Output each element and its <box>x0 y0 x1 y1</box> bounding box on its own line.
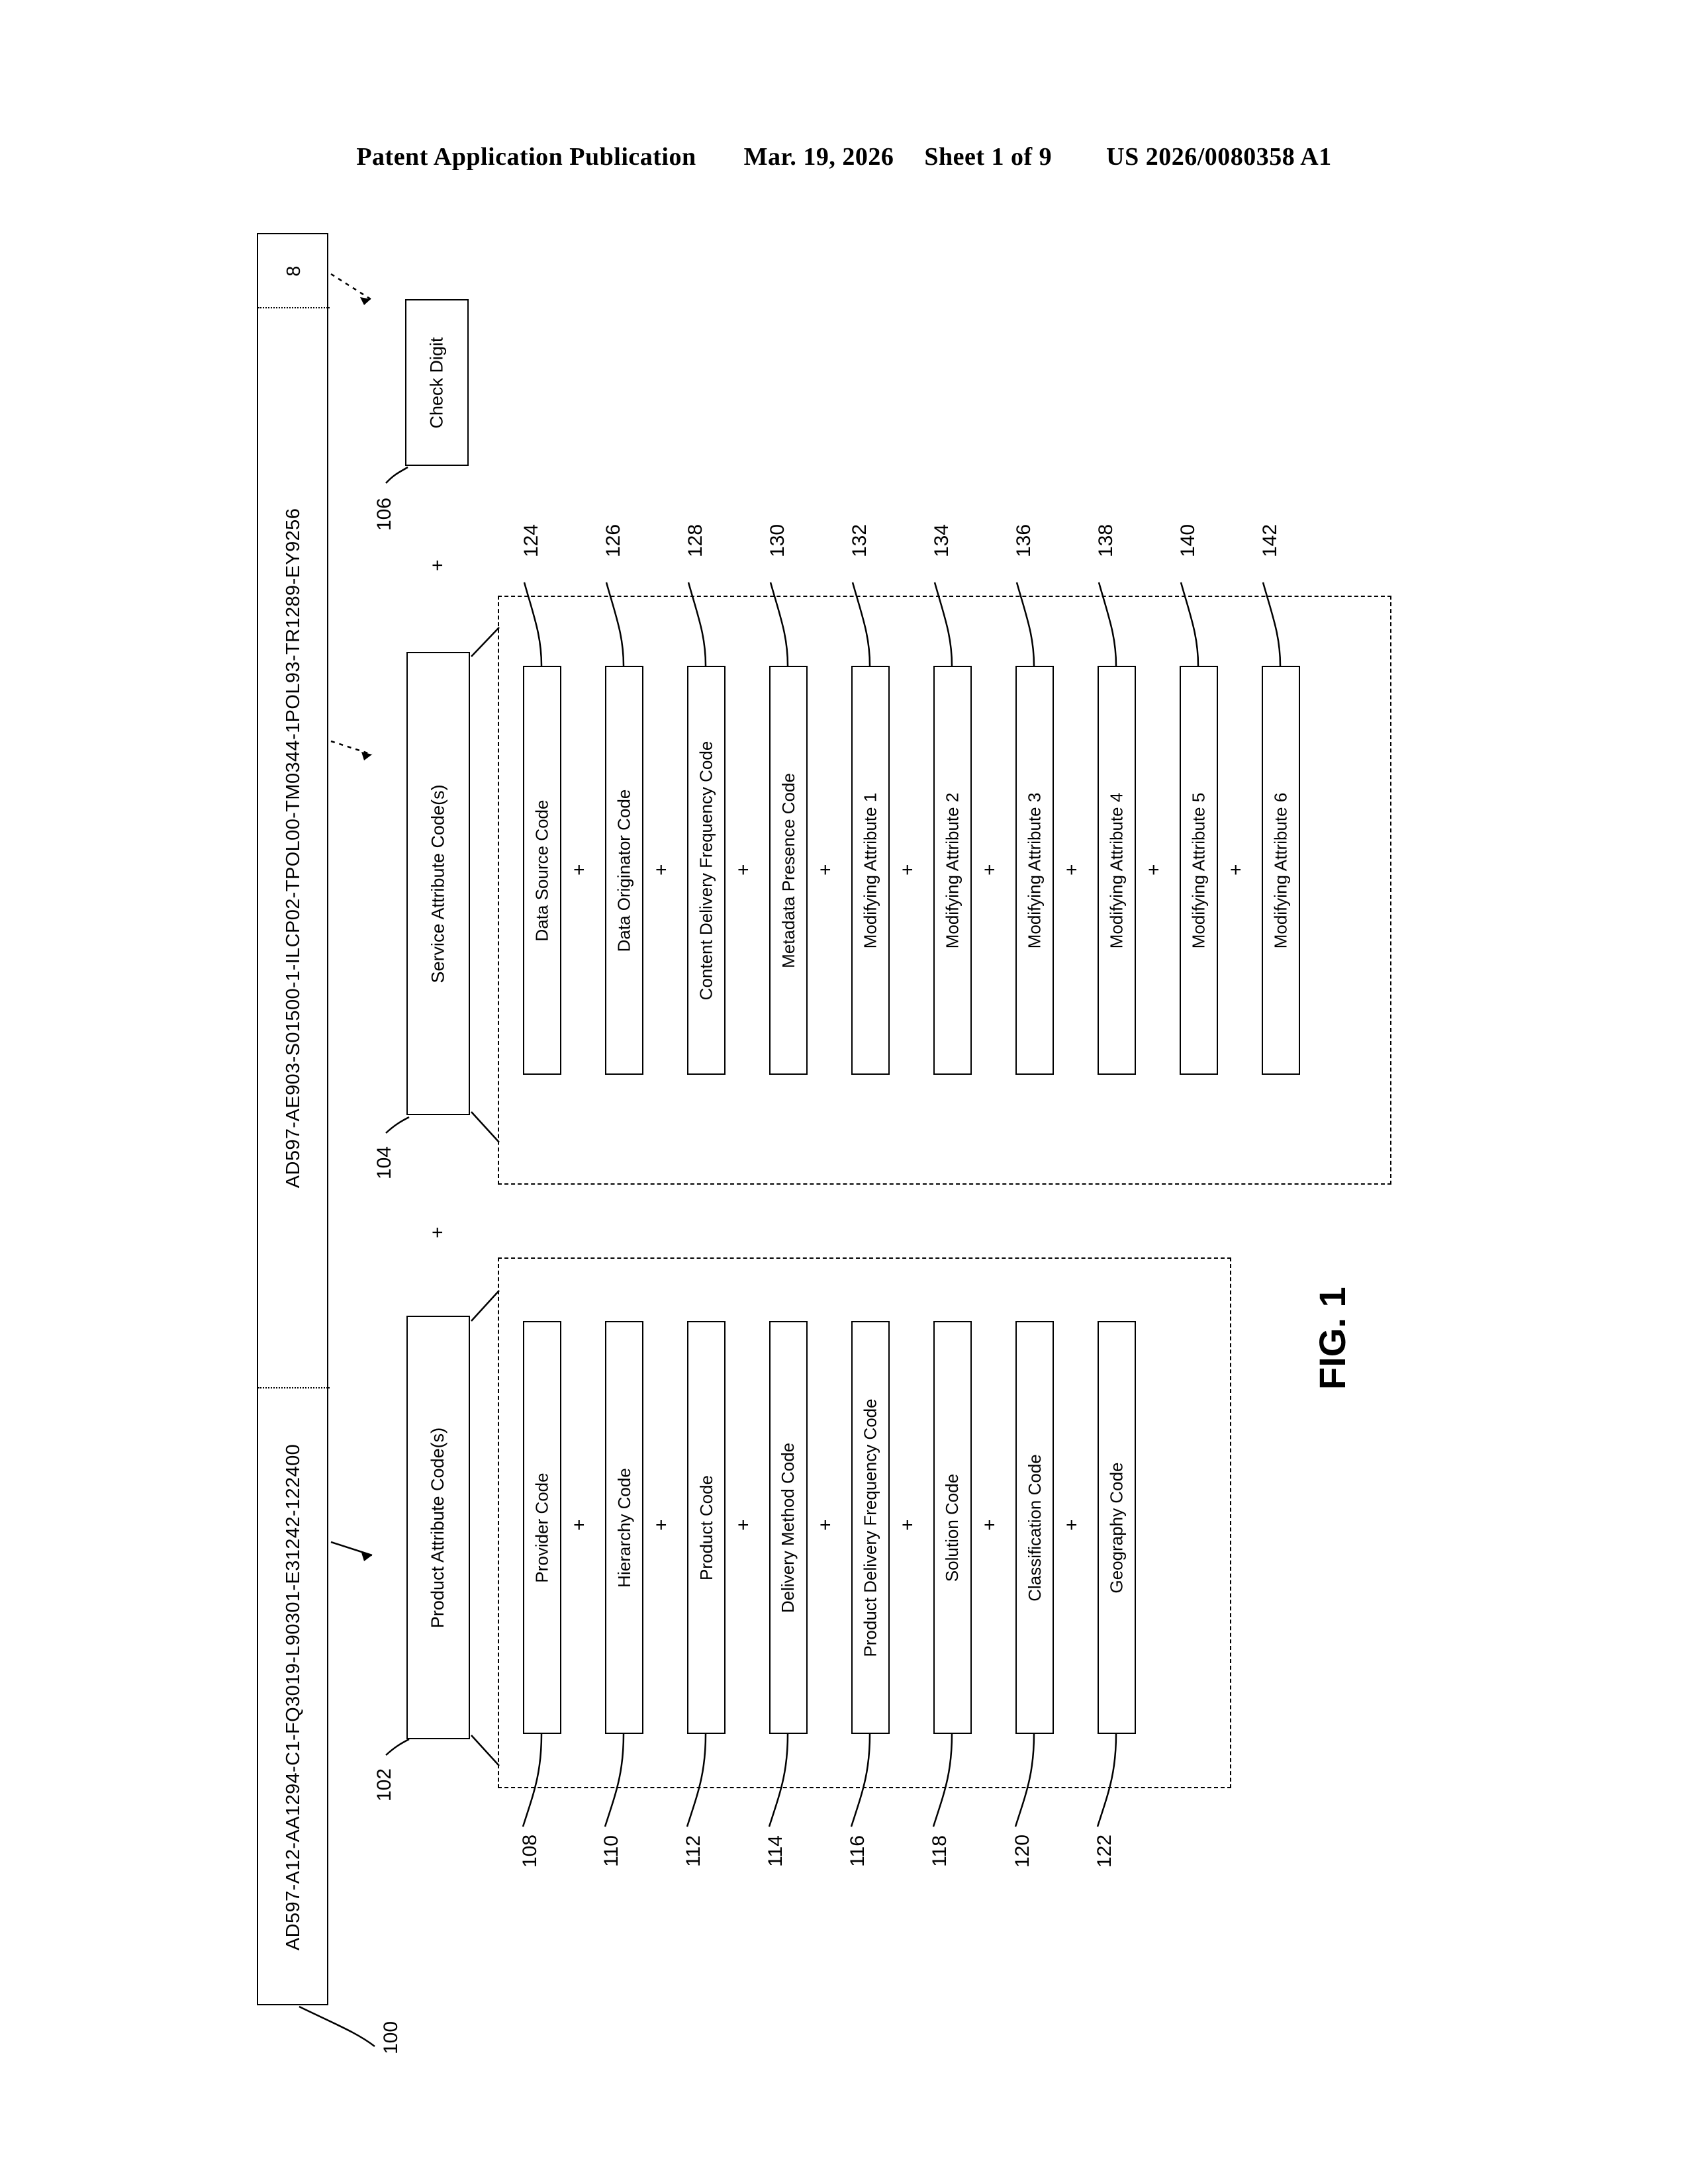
plus-product-0: + <box>573 1514 585 1536</box>
refnum-130-text: 130 <box>767 523 789 558</box>
product-child-label-0: Provider Code <box>532 1472 552 1583</box>
service-child-box-2 <box>687 666 726 1075</box>
service-child-label-7: Modifying Attribute 4 <box>1106 792 1127 948</box>
refnum-130 <box>761 523 794 558</box>
plus-service-3: + <box>820 859 831 881</box>
plus-product-4: + <box>902 1514 914 1536</box>
refnum-136 <box>1008 523 1041 558</box>
service-child-label-2: Content Delivery Frequency Code <box>696 741 716 1000</box>
refnum-118 <box>924 1835 956 1867</box>
service-child-label-1: Data Originator Code <box>614 789 634 952</box>
service-child-box-8 <box>1180 666 1218 1075</box>
plus-service-7: + <box>1148 859 1160 881</box>
refnum-126 <box>597 523 630 558</box>
refnum-142-text: 142 <box>1259 523 1282 558</box>
service-child-label-6: Modifying Attribute 3 <box>1024 792 1045 948</box>
service-child-box-1 <box>605 666 643 1075</box>
plus-product-2: + <box>737 1514 749 1536</box>
code-segment-product-text: AD597-A12-AA1294-C1-FQ3019-L90301-E31242-122400 <box>283 1443 305 1950</box>
plus-product-6: + <box>1066 1514 1078 1536</box>
plus-service-0: + <box>573 859 585 881</box>
refnum-118-text: 118 <box>928 1835 951 1867</box>
product-child-box-6 <box>1015 1321 1054 1734</box>
refnum-134-text: 134 <box>931 523 953 558</box>
service-child-box-9 <box>1262 666 1300 1075</box>
refnum-104-text: 104 <box>373 1146 396 1180</box>
refnum-124-text: 124 <box>520 523 543 558</box>
code-segment-check-digit-text: 8 <box>283 265 305 277</box>
check-digit-label: Check Digit <box>426 336 447 429</box>
product-child-label-3: Delivery Method Code <box>778 1442 798 1613</box>
service-child-label-3: Metadata Presence Code <box>778 772 798 968</box>
service-attribute-parent-label: Service Attribute Code(s) <box>428 784 448 983</box>
plus-service-8: + <box>1230 859 1242 881</box>
refnum-116-text: 116 <box>846 1835 868 1867</box>
refnum-122-text: 122 <box>1094 1834 1116 1868</box>
plus-service-4: + <box>902 859 914 881</box>
service-child-box-6 <box>1015 666 1054 1075</box>
header-date: Mar. 19, 2026 <box>743 143 894 171</box>
service-child-label-8: Modifying Attribute 5 <box>1188 792 1209 948</box>
refnum-110-text: 110 <box>600 1835 622 1867</box>
plus-service-6: + <box>1066 859 1078 881</box>
plus-service-product: + <box>432 1222 444 1244</box>
refnum-108-text: 108 <box>519 1834 541 1868</box>
code-segment-service <box>258 308 330 1388</box>
service-child-box-5 <box>933 666 972 1075</box>
refnum-114 <box>760 1835 792 1867</box>
product-child-box-4 <box>851 1321 890 1734</box>
refnum-140-text: 140 <box>1177 523 1199 558</box>
code-segment-check-digit <box>258 234 330 308</box>
check-digit-box <box>405 299 469 466</box>
plus-product-3: + <box>820 1514 831 1536</box>
product-child-box-3 <box>769 1321 808 1734</box>
service-attribute-parent-box <box>406 652 470 1115</box>
plus-service-2: + <box>737 859 749 881</box>
service-child-box-3 <box>769 666 808 1075</box>
refnum-112-text: 112 <box>682 1835 704 1867</box>
refnum-122 <box>1088 1834 1121 1868</box>
product-attribute-parent-label: Product Attribute Code(s) <box>428 1427 448 1628</box>
refnum-112 <box>678 1835 710 1867</box>
figure-label: FIG. 1 <box>1311 1287 1353 1390</box>
refnum-100-text: 100 <box>380 2021 402 2055</box>
service-child-label-4: Modifying Attribute 1 <box>860 792 880 948</box>
product-child-label-2: Product Code <box>696 1475 716 1580</box>
refnum-124 <box>515 523 548 558</box>
refnum-126-text: 126 <box>602 523 625 558</box>
product-child-box-5 <box>933 1321 972 1734</box>
refnum-102-text: 102 <box>373 1768 396 1802</box>
plus-product-5: + <box>984 1514 996 1536</box>
refnum-128-text: 128 <box>684 523 707 558</box>
service-child-box-7 <box>1098 666 1136 1075</box>
product-child-box-7 <box>1098 1321 1136 1734</box>
refnum-140 <box>1172 523 1205 558</box>
refnum-106 <box>368 497 401 531</box>
plus-check-service: + <box>432 555 444 576</box>
refnum-100 <box>375 2021 408 2055</box>
refnum-104 <box>368 1146 401 1180</box>
product-child-label-1: Hierarchy Code <box>614 1467 634 1588</box>
refnum-114-text: 114 <box>764 1835 786 1867</box>
product-child-box-0 <box>523 1321 561 1734</box>
refnum-134 <box>925 523 959 558</box>
service-child-box-4 <box>851 666 890 1075</box>
plus-service-1: + <box>655 859 667 881</box>
service-child-label-0: Data Source Code <box>532 799 552 941</box>
refnum-120 <box>1006 1834 1039 1868</box>
refnum-136-text: 136 <box>1013 523 1035 558</box>
refnum-132-text: 132 <box>849 523 871 558</box>
refnum-102 <box>368 1768 401 1802</box>
refnum-128 <box>679 523 712 558</box>
plus-product-1: + <box>655 1514 667 1536</box>
service-child-label-5: Modifying Attribute 2 <box>942 792 962 948</box>
product-child-box-2 <box>687 1321 726 1734</box>
plus-service-5: + <box>984 859 996 881</box>
product-child-label-7: Geography Code <box>1106 1461 1127 1594</box>
refnum-138 <box>1090 523 1123 558</box>
product-child-label-4: Product Delivery Frequency Code <box>860 1398 880 1657</box>
full-code-bar <box>257 233 328 2005</box>
header-sheet: Sheet 1 of 9 <box>924 143 1053 171</box>
product-child-label-6: Classification Code <box>1024 1453 1045 1602</box>
header-patent-number: US 2026/0080358 A1 <box>1106 143 1332 171</box>
refnum-110 <box>596 1835 628 1867</box>
refnum-132 <box>843 523 876 558</box>
code-segment-product <box>258 1388 330 2005</box>
product-child-label-5: Solution Code <box>942 1473 962 1582</box>
product-child-box-1 <box>605 1321 643 1734</box>
code-segment-service-text: AD597-AE903-S01500-1-ILCP02-TPOL00-TM0344-1POL93-TR1289-EY9256 <box>283 508 305 1188</box>
refnum-138-text: 138 <box>1095 523 1117 558</box>
header-publication: Patent Application Publication <box>356 143 696 171</box>
refnum-120-text: 120 <box>1011 1834 1034 1868</box>
refnum-116 <box>842 1835 874 1867</box>
service-child-label-9: Modifying Attribute 6 <box>1270 792 1291 948</box>
refnum-142 <box>1254 523 1287 558</box>
refnum-106-text: 106 <box>373 497 396 531</box>
service-child-box-0 <box>523 666 561 1075</box>
product-attribute-parent-box <box>406 1316 470 1739</box>
refnum-108 <box>514 1834 547 1868</box>
